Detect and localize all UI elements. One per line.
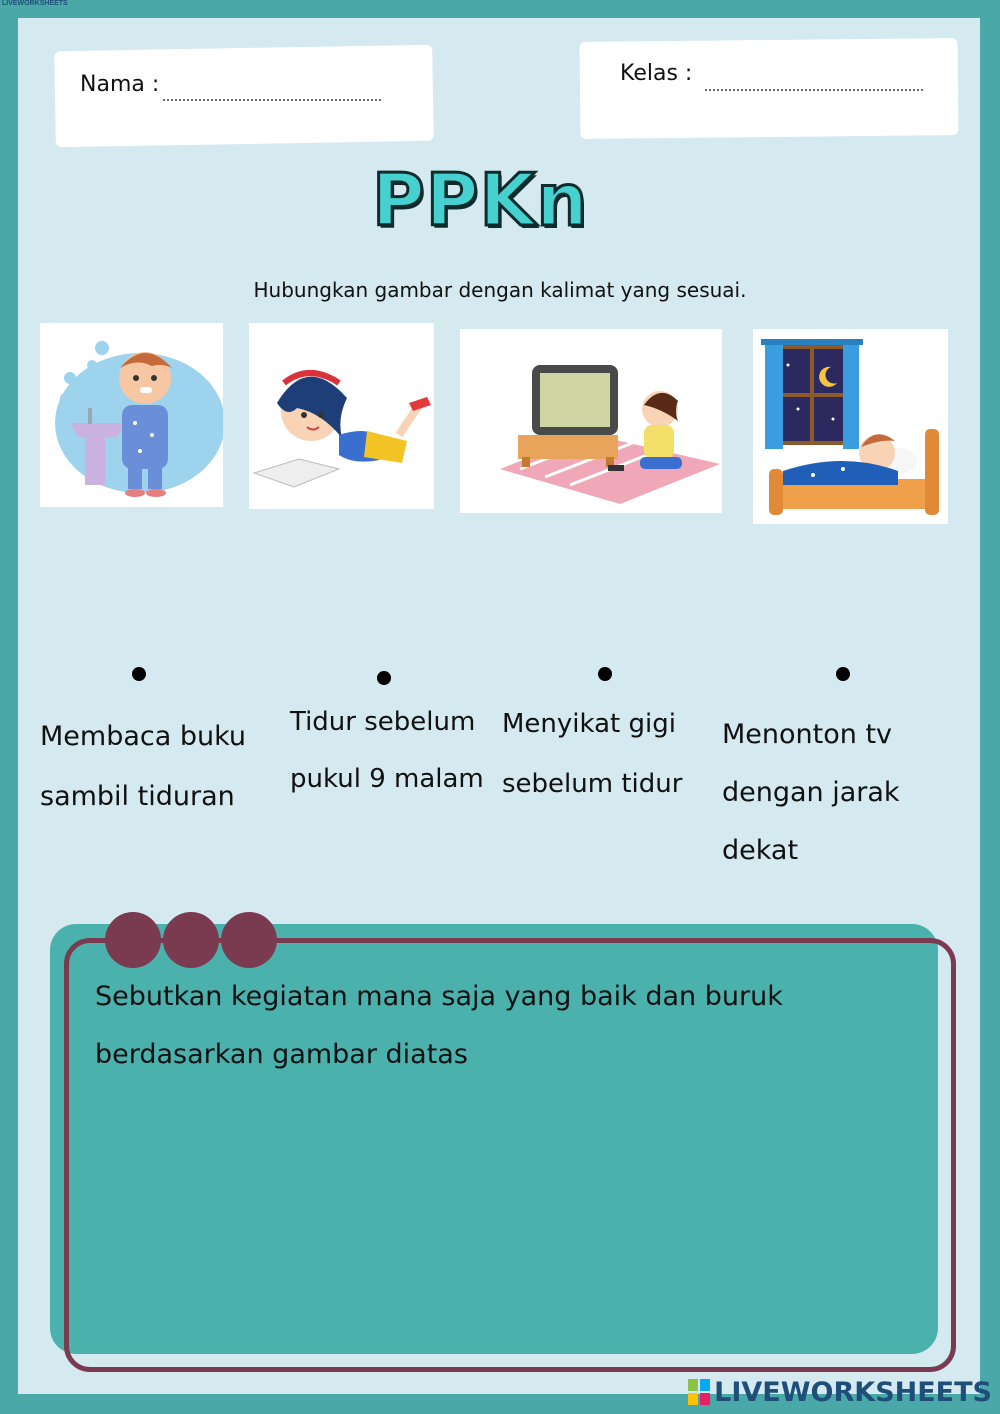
picture-boy-brushing-teeth: [40, 323, 223, 507]
boy-brushing-teeth-illustration: [40, 323, 223, 507]
match-dot-1[interactable]: [132, 667, 146, 681]
name-input-line[interactable]: [163, 99, 381, 101]
girl-reading-illustration: [249, 323, 434, 509]
name-label: Nama :: [80, 72, 160, 97]
match-dot-4[interactable]: [836, 667, 850, 681]
caption-4: Menonton tv dengan jarak dekat: [722, 719, 900, 866]
class-input-line[interactable]: [705, 89, 923, 91]
liveworksheets-logo: [688, 1374, 992, 1410]
picture-boy-sleeping: [753, 329, 948, 524]
girl-watching-tv-illustration: [460, 329, 722, 513]
instruction-text: Hubungkan gambar dengan kalimat yang sesuai.: [253, 278, 747, 302]
match-dot-2[interactable]: [377, 671, 391, 685]
page-title: PPKn: [372, 158, 589, 242]
liveworksheets-brand: LIVEWORKSHEETS: [714, 1376, 992, 1408]
top-watermark: LIVEWORKSHEETS: [2, 0, 68, 7]
liveworksheets-mark-icon: [688, 1379, 710, 1405]
caption-2: Tidur sebelum pukul 9 malam: [290, 707, 484, 794]
match-dot-3[interactable]: [598, 667, 612, 681]
decor-circle-3: [221, 912, 277, 968]
picture-girl-reading: [249, 323, 434, 509]
caption-1: Membaca buku sambil tiduran: [40, 721, 247, 812]
boy-sleeping-illustration: [753, 329, 948, 524]
decor-circle-2: [163, 912, 219, 968]
caption-3: Menyikat gigi sebelum tidur: [502, 709, 683, 799]
class-label: Kelas :: [620, 61, 693, 86]
decor-circle-1: [105, 912, 161, 968]
task-question: Sebutkan kegiatan mana saja yang baik dan buruk berdasarkan gambar diatas: [95, 981, 783, 1070]
picture-girl-watching-tv: [460, 329, 722, 513]
